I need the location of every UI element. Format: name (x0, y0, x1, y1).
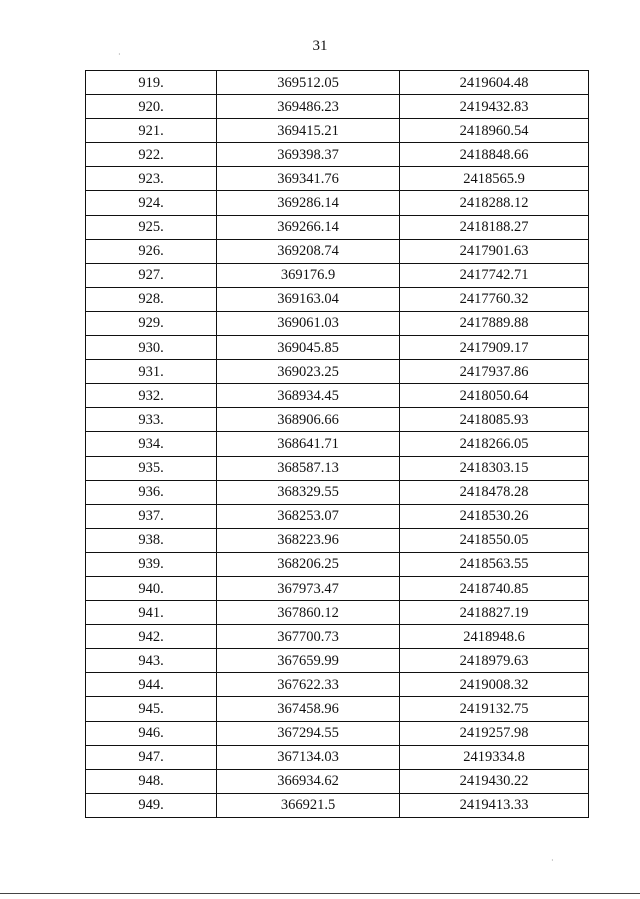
y-coordinate-cell: 2417937.86 (400, 360, 589, 384)
x-coordinate-cell: 368253.07 (217, 504, 400, 528)
y-coordinate-cell: 2418827.19 (400, 601, 589, 625)
table-row (86, 673, 589, 697)
coordinates-table-body (86, 71, 589, 818)
x-coordinate-cell: 367622.33 (217, 673, 400, 697)
point-number-cell: 939. (86, 552, 217, 576)
point-number-cell: 941. (86, 601, 217, 625)
page-number: 31 (312, 38, 328, 54)
y-coordinate-cell: 2418478.28 (400, 480, 589, 504)
x-coordinate-cell: 368587.13 (217, 456, 400, 480)
x-coordinate-cell: 367134.03 (217, 745, 400, 769)
y-coordinate-cell: 2418550.05 (400, 528, 589, 552)
point-number-cell: 926. (86, 239, 217, 263)
table-row (86, 625, 589, 649)
point-number-cell: 943. (86, 649, 217, 673)
table-row (86, 576, 589, 600)
point-number-cell: 947. (86, 745, 217, 769)
point-number-cell: 942. (86, 625, 217, 649)
y-coordinate-cell: 2417901.63 (400, 239, 589, 263)
x-coordinate-cell: 369398.37 (217, 143, 400, 167)
y-coordinate-cell: 2419132.75 (400, 697, 589, 721)
x-coordinate-cell: 369176.9 (217, 263, 400, 287)
y-coordinate-cell: 2418266.05 (400, 432, 589, 456)
y-coordinate-cell: 2419257.98 (400, 721, 589, 745)
y-coordinate-cell: 2418563.55 (400, 552, 589, 576)
point-number-cell: 946. (86, 721, 217, 745)
table-row (86, 601, 589, 625)
table-row (86, 769, 589, 793)
table-row (86, 697, 589, 721)
y-coordinate-cell: 2418948.6 (400, 625, 589, 649)
table-row (86, 721, 589, 745)
table-row (86, 360, 589, 384)
table-row (86, 745, 589, 769)
point-number-cell: 936. (86, 480, 217, 504)
y-coordinate-cell: 2417909.17 (400, 336, 589, 360)
x-coordinate-cell: 367659.99 (217, 649, 400, 673)
x-coordinate-cell: 369023.25 (217, 360, 400, 384)
x-coordinate-cell: 369286.14 (217, 191, 400, 215)
point-number-cell: 924. (86, 191, 217, 215)
table-row (86, 215, 589, 239)
x-coordinate-cell: 367458.96 (217, 697, 400, 721)
point-number-cell: 922. (86, 143, 217, 167)
x-coordinate-cell: 369512.05 (217, 71, 400, 95)
table-row (86, 311, 589, 335)
y-coordinate-cell: 2418979.63 (400, 649, 589, 673)
y-coordinate-cell: 2417760.32 (400, 287, 589, 311)
table-row (86, 504, 589, 528)
point-number-cell: 925. (86, 215, 217, 239)
y-coordinate-cell: 2419413.33 (400, 793, 589, 817)
point-number-cell: 930. (86, 336, 217, 360)
table-row (86, 432, 589, 456)
table-row (86, 95, 589, 119)
x-coordinate-cell: 368641.71 (217, 432, 400, 456)
x-coordinate-cell: 367294.55 (217, 721, 400, 745)
point-number-cell: 931. (86, 360, 217, 384)
y-coordinate-cell: 2418085.93 (400, 408, 589, 432)
table-row (86, 552, 589, 576)
table-row (86, 480, 589, 504)
y-coordinate-cell: 2418050.64 (400, 384, 589, 408)
table-row (86, 336, 589, 360)
table-row (86, 143, 589, 167)
point-number-cell: 940. (86, 576, 217, 600)
y-coordinate-cell: 2419604.48 (400, 71, 589, 95)
point-number-cell: 927. (86, 263, 217, 287)
y-coordinate-cell: 2418740.85 (400, 576, 589, 600)
x-coordinate-cell: 366921.5 (217, 793, 400, 817)
x-coordinate-cell: 368223.96 (217, 528, 400, 552)
scan-bottom-edge (0, 893, 640, 894)
point-number-cell: 920. (86, 95, 217, 119)
table-row (86, 191, 589, 215)
x-coordinate-cell: 367700.73 (217, 625, 400, 649)
point-number-cell: 934. (86, 432, 217, 456)
table-row (86, 263, 589, 287)
table-row (86, 408, 589, 432)
point-number-cell: 933. (86, 408, 217, 432)
y-coordinate-cell: 2417742.71 (400, 263, 589, 287)
x-coordinate-cell: 368329.55 (217, 480, 400, 504)
y-coordinate-cell: 2418303.15 (400, 456, 589, 480)
table-row (86, 649, 589, 673)
x-coordinate-cell: 368206.25 (217, 552, 400, 576)
point-number-cell: 948. (86, 769, 217, 793)
table-row (86, 528, 589, 552)
point-number-cell: 921. (86, 119, 217, 143)
y-coordinate-cell: 2418188.27 (400, 215, 589, 239)
x-coordinate-cell: 369486.23 (217, 95, 400, 119)
point-number-cell: 932. (86, 384, 217, 408)
point-number-cell: 935. (86, 456, 217, 480)
y-coordinate-cell: 2417889.88 (400, 311, 589, 335)
point-number-cell: 929. (86, 311, 217, 335)
y-coordinate-cell: 2419334.8 (400, 745, 589, 769)
y-coordinate-cell: 2419008.32 (400, 673, 589, 697)
x-coordinate-cell: 369208.74 (217, 239, 400, 263)
point-number-cell: 923. (86, 167, 217, 191)
y-coordinate-cell: 2419432.83 (400, 95, 589, 119)
table-row (86, 71, 589, 95)
y-coordinate-cell: 2418848.66 (400, 143, 589, 167)
x-coordinate-cell: 369266.14 (217, 215, 400, 239)
table-row (86, 456, 589, 480)
x-coordinate-cell: 367973.47 (217, 576, 400, 600)
x-coordinate-cell: 369415.21 (217, 119, 400, 143)
y-coordinate-cell: 2418530.26 (400, 504, 589, 528)
table-row (86, 239, 589, 263)
y-coordinate-cell: 2418565.9 (400, 167, 589, 191)
point-number-cell: 945. (86, 697, 217, 721)
point-number-cell: 937. (86, 504, 217, 528)
x-coordinate-cell: 368934.45 (217, 384, 400, 408)
x-coordinate-cell: 367860.12 (217, 601, 400, 625)
coordinates-table (85, 70, 589, 818)
point-number-cell: 944. (86, 673, 217, 697)
scan-mark: · (118, 50, 121, 59)
point-number-cell: 938. (86, 528, 217, 552)
table-row (86, 119, 589, 143)
y-coordinate-cell: 2418960.54 (400, 119, 589, 143)
table-row (86, 167, 589, 191)
x-coordinate-cell: 366934.62 (217, 769, 400, 793)
point-number-cell: 949. (86, 793, 217, 817)
x-coordinate-cell: 369045.85 (217, 336, 400, 360)
table-row (86, 384, 589, 408)
x-coordinate-cell: 368906.66 (217, 408, 400, 432)
table-row (86, 793, 589, 817)
point-number-cell: 928. (86, 287, 217, 311)
x-coordinate-cell: 369163.04 (217, 287, 400, 311)
point-number-cell: 919. (86, 71, 217, 95)
x-coordinate-cell: 369341.76 (217, 167, 400, 191)
scan-mark: · (551, 856, 554, 865)
x-coordinate-cell: 369061.03 (217, 311, 400, 335)
y-coordinate-cell: 2418288.12 (400, 191, 589, 215)
y-coordinate-cell: 2419430.22 (400, 769, 589, 793)
table-row (86, 287, 589, 311)
